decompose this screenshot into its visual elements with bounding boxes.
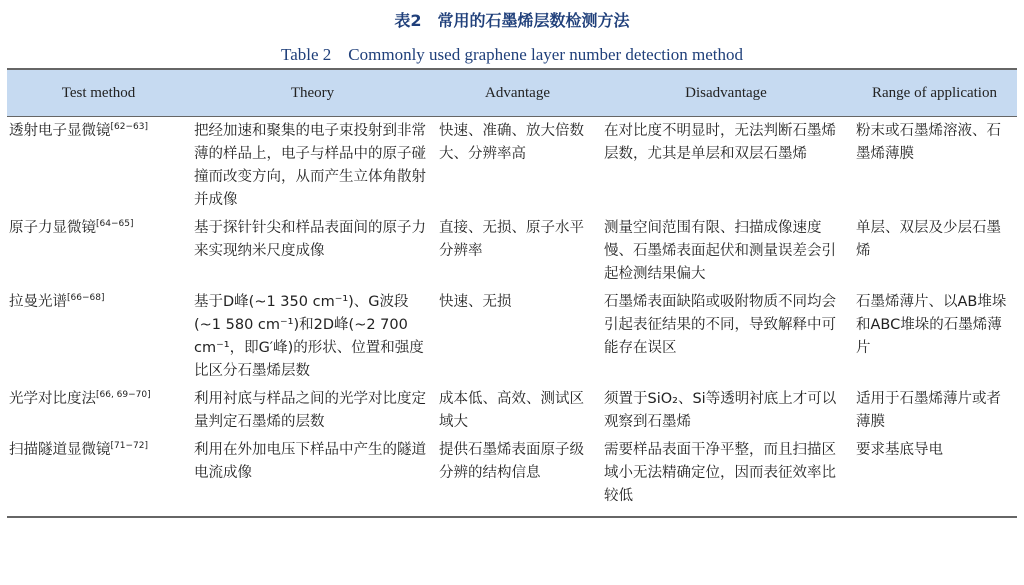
method-name: 扫描隧道显微镜: [9, 442, 111, 458]
table-row: [7, 117, 1017, 215]
advantage-cell: 快速、准确、放大倍数大、分辨率高: [439, 123, 584, 162]
table-row: [7, 214, 1017, 288]
method-name: 原子力显微镜: [9, 220, 96, 236]
column-header-theory: Theory: [190, 69, 435, 117]
reference-citation: [66, 69−70]: [96, 390, 151, 400]
range-cell: 单层、双层及少层石墨烯: [856, 220, 1001, 259]
reference-citation: [71−72]: [110, 441, 148, 451]
column-header-disadvantage: Disadvantage: [600, 69, 852, 117]
range-cell: 粉末或石墨烯溶液、石墨烯薄膜: [856, 123, 1001, 162]
disadvantage-cell: 在对比度不明显时，无法判断石墨烯层数，尤其是单层和双层石墨烯: [604, 123, 836, 162]
reference-citation: [64−65]: [96, 219, 134, 229]
table-row: [7, 436, 1017, 517]
reference-citation: [62−63]: [110, 122, 148, 132]
method-cell: [7, 288, 190, 385]
table-row: [7, 385, 1017, 436]
column-header-advantage: Advantage: [435, 69, 600, 117]
range-cell: 适用于石墨烯薄片或者薄膜: [856, 391, 1001, 430]
disadvantage-cell: 需要样品表面干净平整，而且扫描区域小无法精确定位，因而表征效率比较低: [600, 436, 852, 517]
theory-cell: 把经加速和聚集的电子束投射到非常薄的样品上，电子与样品中的原子碰撞而改变方向，从而产生立体角散射并成像: [194, 123, 426, 208]
method-cell: [7, 117, 190, 215]
table-header-row: [7, 69, 1017, 117]
method-name: 拉曼光谱: [9, 294, 67, 310]
advantage-cell: 直接、无损、原子水平分辨率: [439, 220, 584, 259]
advantage-cell: 提供石墨烯表面原子级分辨的结构信息: [435, 436, 600, 517]
range-cell: 要求基底导电: [852, 436, 1017, 517]
range-cell: 石墨烯薄片、以AB堆垛和ABC堆垛的石墨烯薄片: [856, 294, 1007, 356]
theory-cell: 利用在外加电压下样品中产生的隧道电流成像: [190, 436, 435, 517]
method-cell: [7, 385, 190, 436]
table-title-chinese: 表2 常用的石墨烯层数检测方法: [394, 11, 630, 30]
detection-methods-table: [7, 68, 1017, 518]
column-header-range: Range of application: [852, 69, 1017, 117]
reference-citation: [66−68]: [67, 293, 105, 303]
column-header-test-method: Test method: [7, 69, 190, 117]
theory-cell: 基于D峰(~1 350 cm⁻¹)、G波段(~1 580 cm⁻¹)和2D峰(~2 700 cm⁻¹，即G′峰)的形状、位置和强度比区分石墨烯层数: [194, 294, 424, 379]
method-name: 光学对比度法: [9, 391, 96, 407]
advantage-cell: 快速、无损: [439, 294, 512, 310]
table-title-english: Table 2 Commonly used graphene layer number detection method: [281, 45, 743, 64]
disadvantage-cell: 须置于SiO₂、Si等透明衬底上才可以观察到石墨烯: [604, 391, 837, 430]
table-row: [7, 288, 1017, 385]
method-name: 透射电子显微镜: [9, 123, 111, 139]
advantage-cell: 成本低、高效、测试区域大: [439, 391, 584, 430]
method-cell: [7, 436, 190, 517]
disadvantage-cell: 石墨烯表面缺陷或吸附物质不同均会引起表征结果的不同，导致解释中可能存在误区: [604, 294, 836, 356]
disadvantage-cell: 测量空间范围有限、扫描成像速度慢、石墨烯表面起伏和测量误差会引起检测结果偏大: [604, 220, 836, 282]
theory-cell: 利用衬底与样品之间的光学对比度定量判定石墨烯的层数: [194, 391, 426, 430]
theory-cell: 基于探针针尖和样品表面间的原子力来实现纳米尺度成像: [194, 220, 426, 259]
method-cell: [7, 214, 190, 288]
